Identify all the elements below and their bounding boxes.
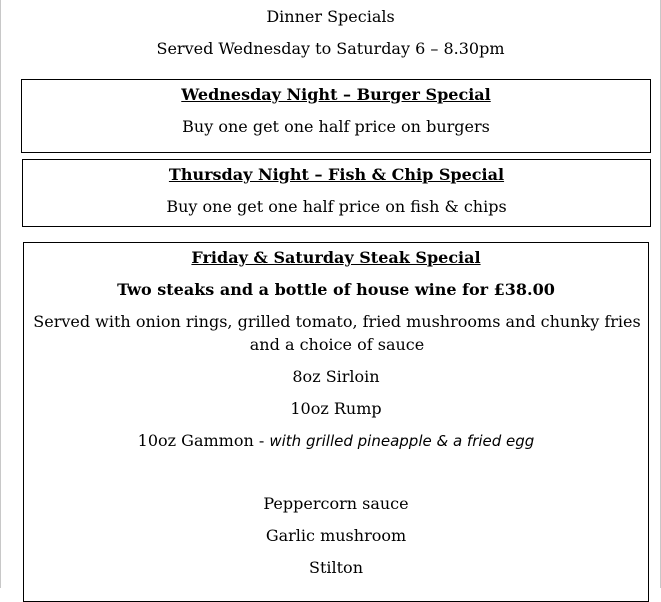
steak-note: with grilled pineapple & a fried egg — [269, 432, 535, 450]
page-title: Dinner Specials — [266, 7, 395, 26]
wednesday-offer: Buy one get one half price on burgers — [182, 117, 490, 136]
steak-option — [24, 365, 648, 388]
steak-option — [24, 397, 648, 420]
served-with: Served with onion rings, grilled tomato, fried mushrooms and chunky fries and a choice of sauce — [33, 312, 641, 354]
sauce-option: Garlic mushroom — [265, 526, 407, 545]
steak-option — [24, 429, 648, 453]
weekend-special-box — [23, 242, 649, 602]
sauce-option: Peppercorn sauce — [263, 494, 409, 513]
weekend-heading: Friday & Saturday Steak Special — [191, 248, 481, 267]
thursday-heading: Thursday Night – Fish & Chip Special — [168, 165, 505, 184]
thursday-special-box — [22, 159, 651, 227]
steak-name: 8oz Sirloin — [292, 367, 380, 386]
steak-name: 10oz Rump — [290, 399, 382, 418]
wednesday-special-box — [21, 79, 651, 153]
sauce-option: Stilton — [309, 558, 363, 577]
wednesday-heading: Wednesday Night – Burger Special — [181, 85, 491, 104]
page-edge-left — [0, 0, 1, 588]
steak-name: 10oz Gammon - — [137, 431, 270, 450]
thursday-offer: Buy one get one half price on fish & chips — [166, 197, 507, 216]
served-times: Served Wednesday to Saturday 6 – 8.30pm — [156, 39, 505, 58]
steak-offer: Two steaks and a bottle of house wine for £38.00 — [117, 280, 555, 299]
